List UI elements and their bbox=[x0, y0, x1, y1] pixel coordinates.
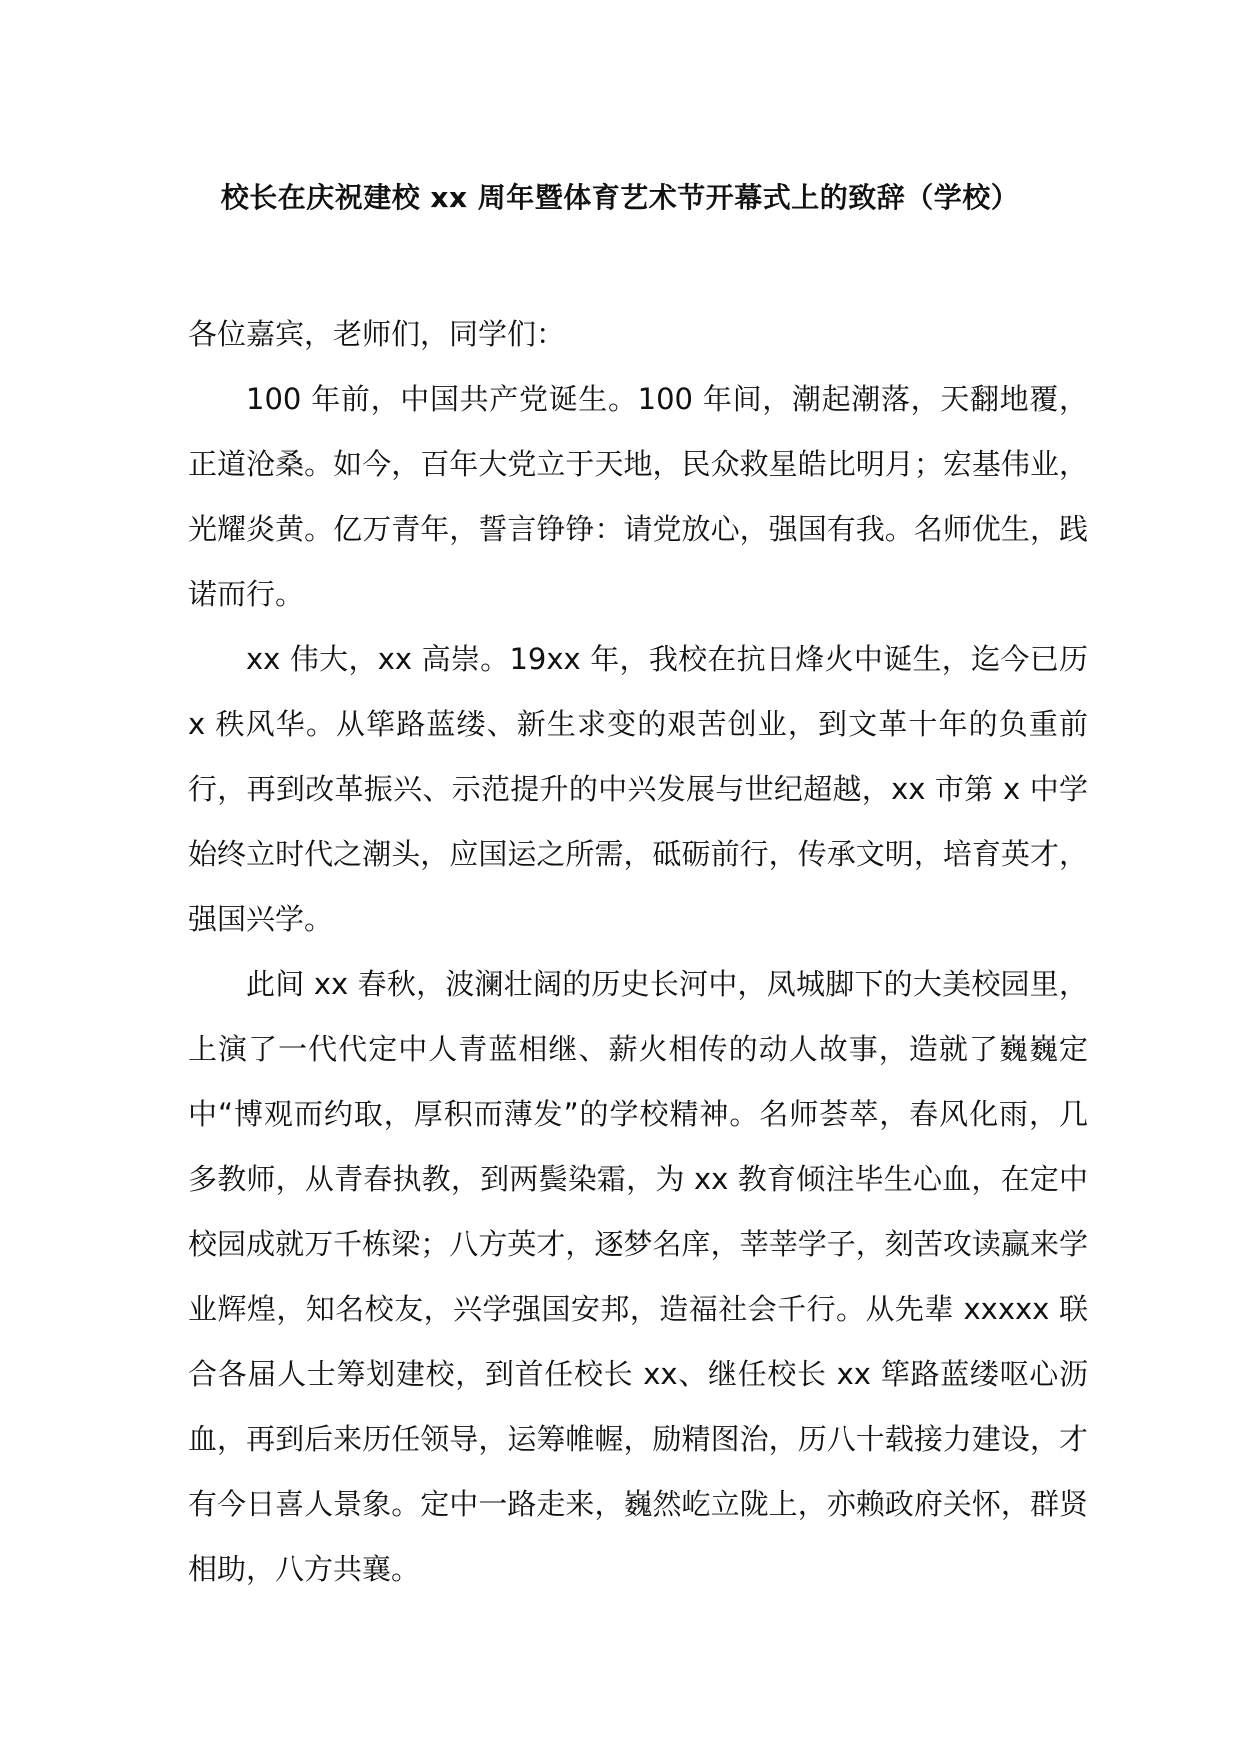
paragraph-2: xx 伟大，xx 高崇。19xx 年，我校在抗日烽火中诞生，迄今已历 x 秩风华。从筚路蓝缕、新生求变的艰苦创业，到文革十年的负重前行，再到改革振兴、示范提升的中兴发展与世纪超越，xx 市第 x 中学始终立时代之潮头，应国运之所需，砥砺前行，传承文明，培育英才，强国兴学。 bbox=[188, 642, 1088, 936]
salutation: 各位嘉宾，老师们，同学们： bbox=[188, 317, 566, 351]
paragraph-1: 100 年前，中国共产党诞生。100 年间，潮起潮落，天翻地覆，正道沧桑。如今，百年大党立于天地，民众救星皓比明月；宏基伟业，光耀炎黄。亿万青年，誓言铮铮：请党放心，强国有我。名师优生，践诺而行。 bbox=[188, 382, 1088, 611]
document-title: 校长在庆祝建校 xx 周年暨体育艺术节开幕式上的致辞（学校） bbox=[220, 181, 1020, 214]
document-body bbox=[188, 302, 1088, 1602]
paragraph-3: 此间 xx 春秋，波澜壮阔的历史长河中，凤城脚下的大美校园里，上演了一代代定中人青蓝相继、薪火相传的动人故事，造就了巍巍定中“博观而约取，厚积而薄发”的学校精神。名师荟萃，春风化雨，几多教师，从青春执教，到两鬓染霜，为 xx 教育倾注毕生心血，在定中校园成就万千栋梁；八方英才，逐梦名庠，莘莘学子，刻苦攻读赢来学业辉煌，知名校友，兴学强国安邦，造福社会千行。从先辈 xxxxx 联合各届人士筹划建校，到首任校长 xx、继任校长 xx 筚路蓝缕呕心沥血，再到后来历任领导，运筹帷幄，励精图治，历八十载接力建设，才有今日喜人景象。定中一路走来，巍然屹立陇上，亦赖政府关怀，群贤相助，八方共襄。 bbox=[188, 967, 1088, 1586]
